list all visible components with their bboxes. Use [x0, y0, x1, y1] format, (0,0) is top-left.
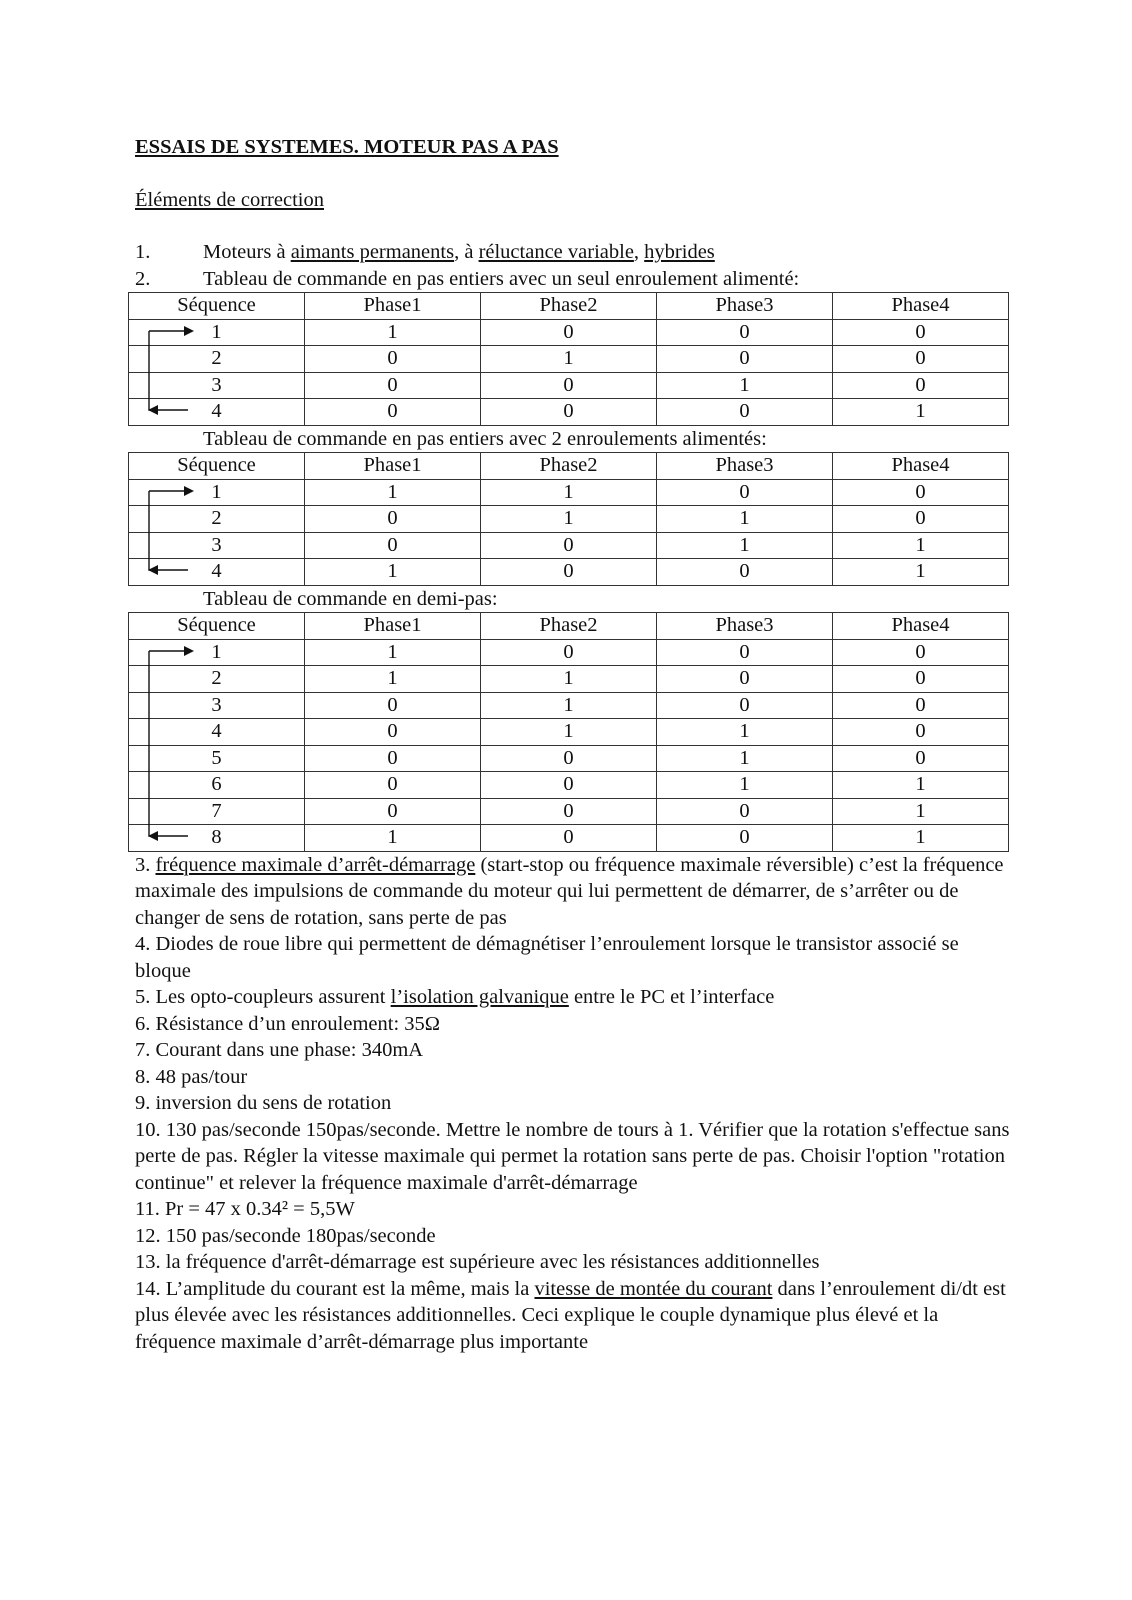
phase-cell: 0: [305, 506, 481, 533]
sequence-cell: 5: [129, 745, 305, 772]
phase-cell: 0: [305, 372, 481, 399]
phase-cell: 0: [657, 399, 833, 426]
phase-cell: 1: [833, 825, 1009, 852]
item-2-number: 2.: [135, 267, 151, 290]
sequence-cell: 3: [129, 372, 305, 399]
table-1-caption: Tableau de commande en pas entiers avec un seul enroulement alimenté:: [203, 267, 800, 290]
header-cell: Phase3: [657, 293, 833, 320]
phase-cell: 0: [481, 825, 657, 852]
sequence-cell: 4: [129, 399, 305, 426]
table-row: [129, 506, 1009, 533]
phase-cell: 0: [481, 745, 657, 772]
phase-cell: 0: [481, 372, 657, 399]
sequence-cell: 7: [129, 798, 305, 825]
item-5: [135, 984, 1015, 1011]
document-title: ESSAIS DE SYSTEMES. MOTEUR PAS A PAS: [135, 136, 559, 158]
sequence-cell: 1: [129, 479, 305, 506]
phase-cell: 0: [305, 532, 481, 559]
command-table-half-step: [128, 612, 1009, 852]
item-13: 13. la fréquence d'arrêt-démarrage est supérieure avec les résistances additionnelles: [135, 1251, 820, 1273]
table-3-wrapper: [135, 612, 1015, 852]
phase-cell: 0: [833, 346, 1009, 373]
header-cell: Phase4: [833, 613, 1009, 640]
phase-cell: 1: [657, 532, 833, 559]
phase-cell: 1: [481, 479, 657, 506]
sequence-cell: 4: [129, 559, 305, 586]
item-1-number: 1.: [135, 241, 151, 263]
table-2-wrapper: [135, 452, 1015, 586]
phase-cell: 0: [305, 346, 481, 373]
table-3-caption: Tableau de commande en demi-pas:: [203, 587, 498, 610]
phase-cell: 0: [481, 798, 657, 825]
item-6: 6. Résistance d’un enroulement: 35Ω: [135, 1012, 441, 1035]
item-4: 4. Diodes de roue libre qui permettent de démagnétiser l’enroulement lorsque le transistor associé se bloque: [135, 933, 959, 982]
item-1: [135, 239, 1015, 266]
phase-cell: 1: [305, 825, 481, 852]
phase-cell: 0: [481, 532, 657, 559]
header-cell: Phase2: [481, 613, 657, 640]
phase-cell: 0: [657, 798, 833, 825]
item-3-term: fréquence maximale d’arrêt-démarrage: [155, 853, 476, 876]
table-row: [129, 639, 1009, 666]
table-1-wrapper: [135, 292, 1015, 426]
table-row: [129, 559, 1009, 586]
sequence-cell: 8: [129, 825, 305, 852]
sequence-cell: 4: [129, 719, 305, 746]
phase-cell: 1: [481, 692, 657, 719]
header-cell: Phase4: [833, 293, 1009, 320]
phase-cell: 0: [305, 719, 481, 746]
header-cell: Phase4: [833, 453, 1009, 480]
phase-cell: 0: [481, 559, 657, 586]
table-header-row: [129, 453, 1009, 480]
table-row: [129, 666, 1009, 693]
phase-cell: 0: [657, 692, 833, 719]
phase-cell: 1: [305, 666, 481, 693]
sequence-cell: 2: [129, 506, 305, 533]
header-cell: Séquence: [129, 293, 305, 320]
item-11: 11. Pr = 47 x 0.34² = 5,5W: [135, 1198, 355, 1220]
item-10: 10. 130 pas/seconde 150pas/seconde. Mettre le nombre de tours à 1. Vérifier que la rotation s'effectue sans perte de pas. Régler la vitesse maximale qui permet la rotation sans perte de pas. Choisir l'option "rotation continue" et relever la fréquence maximale d'arrêt-démarrage: [135, 1118, 1010, 1194]
table-row: [129, 319, 1009, 346]
phase-cell: 0: [657, 559, 833, 586]
document-subtitle: Éléments de correction: [135, 188, 324, 211]
item-1-sep: ,: [633, 241, 645, 263]
item-5-text-end: entre le PC et l’interface: [568, 986, 775, 1008]
table-row: [129, 772, 1009, 799]
table-row: [129, 399, 1009, 426]
item-1-text: Moteurs à: [203, 241, 291, 263]
table-row: [129, 372, 1009, 399]
phase-cell: 0: [833, 692, 1009, 719]
phase-cell: 1: [657, 506, 833, 533]
header-cell: Phase1: [305, 293, 481, 320]
phase-cell: 1: [833, 399, 1009, 426]
header-cell: Phase3: [657, 613, 833, 640]
phase-cell: 0: [305, 399, 481, 426]
item-14: [135, 1276, 1015, 1356]
phase-cell: 1: [657, 772, 833, 799]
sequence-cell: 2: [129, 666, 305, 693]
phase-cell: 1: [481, 719, 657, 746]
phase-cell: 1: [833, 772, 1009, 799]
phase-cell: 0: [657, 346, 833, 373]
item-14-text-end: dans l’enroulement di/dt est plus élevée avec les résistances additionnelles. Ceci explique le couple dynamique plus élevé et la fréquence maximale d’arrêt-démarrage plus importante: [135, 1277, 1006, 1353]
table-row: [129, 346, 1009, 373]
phase-cell: 1: [481, 666, 657, 693]
table-header-row: [129, 293, 1009, 320]
phase-cell: 1: [657, 719, 833, 746]
phase-cell: 0: [657, 479, 833, 506]
item-14-text: 14. L’amplitude du courant est la même, mais la: [135, 1277, 535, 1300]
table-row: [129, 479, 1009, 506]
item-5-text: 5. Les opto-coupleurs assurent: [135, 986, 391, 1008]
phase-cell: 0: [833, 745, 1009, 772]
table-row: [129, 798, 1009, 825]
item-3: [135, 852, 1015, 932]
header-cell: Phase1: [305, 613, 481, 640]
item-3-text: (start-stop ou fréquence maximale réversible) c’est la fréquence maximale des impulsions de commande du moteur qui lui permettent de démarrer, de s’arrêter ou de changer de sens de rotation, sans perte de pas: [135, 853, 1004, 929]
phase-cell: 0: [657, 319, 833, 346]
header-cell: Séquence: [129, 453, 305, 480]
sequence-cell: 2: [129, 346, 305, 373]
sequence-cell: 1: [129, 639, 305, 666]
phase-cell: 1: [305, 639, 481, 666]
phase-cell: 0: [657, 666, 833, 693]
table-row: [129, 532, 1009, 559]
phase-cell: 1: [305, 319, 481, 346]
item-1-hybrides: hybrides: [644, 241, 715, 263]
phase-cell: 0: [833, 506, 1009, 533]
phase-cell: 1: [657, 745, 833, 772]
phase-cell: 1: [305, 559, 481, 586]
item-12: 12. 150 pas/seconde 180pas/seconde: [135, 1224, 436, 1247]
phase-cell: 0: [305, 745, 481, 772]
table-row: [129, 692, 1009, 719]
sequence-cell: 6: [129, 772, 305, 799]
phase-cell: 1: [833, 798, 1009, 825]
command-table-single-phase: [128, 292, 1009, 426]
phase-cell: 0: [657, 639, 833, 666]
phase-cell: 0: [481, 772, 657, 799]
sequence-cell: 1: [129, 319, 305, 346]
phase-cell: 1: [833, 532, 1009, 559]
phase-cell: 0: [833, 479, 1009, 506]
phase-cell: 0: [305, 798, 481, 825]
item-3-number: 3.: [135, 853, 156, 876]
phase-cell: 0: [481, 399, 657, 426]
item-14-term: vitesse de montée du courant: [534, 1277, 773, 1300]
header-cell: Séquence: [129, 613, 305, 640]
phase-cell: 0: [833, 319, 1009, 346]
header-cell: Phase3: [657, 453, 833, 480]
table-row: [129, 719, 1009, 746]
sequence-cell: 3: [129, 692, 305, 719]
table-header-row: [129, 613, 1009, 640]
phase-cell: 1: [481, 506, 657, 533]
item-8: 8. 48 pas/tour: [135, 1065, 248, 1088]
item-7: 7. Courant dans une phase: 340mA: [135, 1039, 424, 1061]
phase-cell: 0: [657, 825, 833, 852]
phase-cell: 0: [481, 319, 657, 346]
phase-cell: 0: [833, 372, 1009, 399]
phase-cell: 0: [481, 639, 657, 666]
table-row: [129, 825, 1009, 852]
document-page: [135, 130, 1015, 1355]
item-1-reluctance: réluctance variable: [478, 241, 634, 263]
item-1-sep: , à: [454, 241, 479, 263]
table-2-caption: Tableau de commande en pas entiers avec 2 enroulements alimentés:: [203, 427, 767, 450]
header-cell: Phase2: [481, 293, 657, 320]
item-2: [135, 266, 1015, 293]
phase-cell: 1: [833, 559, 1009, 586]
phase-cell: 0: [833, 639, 1009, 666]
phase-cell: 1: [305, 479, 481, 506]
item-1-aimants: aimants permanents: [290, 241, 455, 263]
phase-cell: 0: [833, 666, 1009, 693]
phase-cell: 0: [305, 772, 481, 799]
item-9: 9. inversion du sens de rotation: [135, 1092, 392, 1114]
command-table-two-phase: [128, 452, 1009, 586]
phase-cell: 1: [481, 346, 657, 373]
table-row: [129, 745, 1009, 772]
phase-cell: 0: [833, 719, 1009, 746]
header-cell: Phase2: [481, 453, 657, 480]
phase-cell: 0: [305, 692, 481, 719]
header-cell: Phase1: [305, 453, 481, 480]
phase-cell: 1: [657, 372, 833, 399]
sequence-cell: 3: [129, 532, 305, 559]
item-5-term: l’isolation galvanique: [390, 986, 569, 1008]
